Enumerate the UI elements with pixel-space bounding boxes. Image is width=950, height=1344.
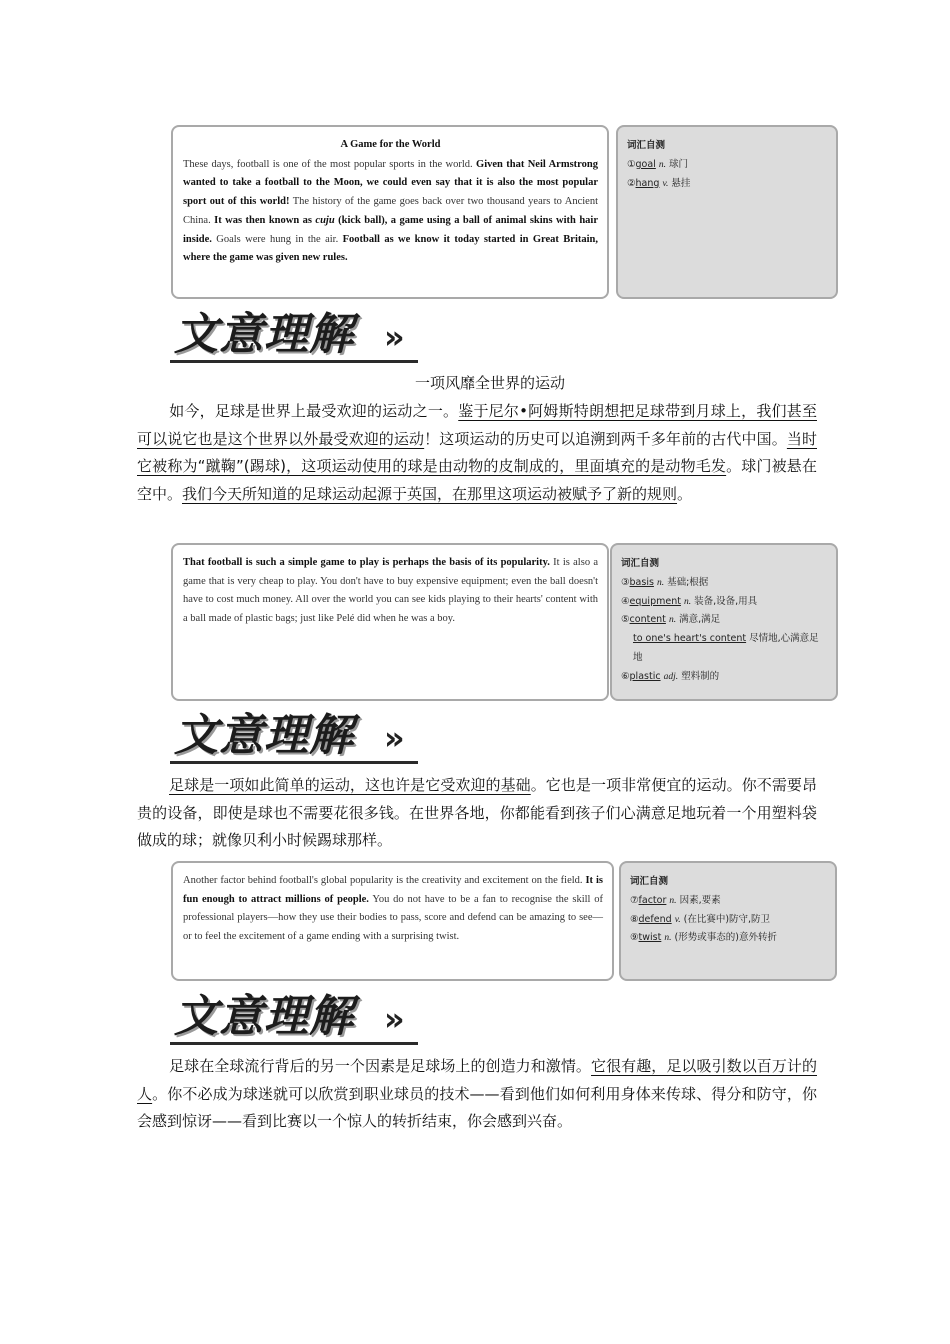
vocab-item: ④equipment n. 装备,设备,用具 [621, 595, 758, 607]
passage-bold-text: Football as we know it today started in Great Britain, where the game was given new rules. [183, 233, 598, 264]
passage-box-1 [171, 125, 609, 299]
vocab-box-2 [610, 543, 838, 701]
vocab-item: to one's heart's content 尽情地,心满意足地 [633, 633, 819, 663]
passage-box-2 [171, 543, 609, 701]
vocab-item: ③basis n. 基础;根据 [621, 576, 709, 588]
translation-title: 一项风靡全世界的运动 [414, 374, 565, 392]
underlined-sentence: 它很有趣，足以吸引数以百万计的人 [137, 1057, 817, 1103]
translation-paragraph: 如今，足球是世界上最受欢迎的运动之一。鉴于尼尔•阿姆斯特朗想把足球带到月球上，我们甚至可以说它也是这个世界以外最受欢迎的运动！这项运动的历史可以追溯到两千多年前的古代中国。当时它被称为“蹴鞠”(踢球)，这项运动使用的球是由动物的皮制成的，里面填充的是动物毛发。球门被悬在空中。我们今天所知道的足球运动起源于英国，在那里这项运动被赋予了新的规则。 [137, 402, 817, 503]
underlined-sentence: 鉴于尼尔•阿姆斯特朗想把足球带到月球上，我们甚至可以说它也是这个世界以外最受欢迎的运动 [137, 402, 817, 448]
vocab-item: ①goal n. 球门 [627, 158, 689, 170]
banner-title: 文意理解 [174, 309, 354, 360]
vocab-title: 词汇自测 [627, 140, 666, 151]
banner-title: 文意理解 [174, 991, 354, 1042]
passage-bold-text: That football is such a simple game to play is perhaps the basis of its popularity. [183, 557, 550, 568]
vocab-title: 词汇自测 [621, 558, 660, 569]
banner-underline [170, 360, 418, 363]
section-banner [170, 990, 420, 1048]
vocab-title: 词汇自测 [630, 876, 669, 887]
section-banner [170, 308, 420, 366]
vocab-item: ⑤content n. 满意,满足 [621, 614, 721, 626]
banner-underline [170, 761, 418, 764]
passage-title: A Game for the World [340, 139, 441, 150]
banner-underline [170, 1042, 418, 1045]
section-banner [170, 709, 420, 767]
vocab-item: ⑥plastic adj. 塑料制的 [621, 670, 720, 682]
vocab-item: ⑦factor n. 因素,要素 [630, 894, 721, 906]
passage-bold-text: Given that Neil Armstrong wanted to take a football to the Moon, we could even say that it is also the most popular sport out of this world! [183, 158, 598, 208]
vocab-item: ②hang v. 悬挂 [627, 177, 691, 189]
vocab-box-3 [619, 861, 837, 981]
passage-text: You do not have to be a fan to recognise the skill of professional players—how they use their bodies to pass, score and defend can be amazing to see—or to feel the excitement of a game ending with a surprising twist. [183, 893, 604, 943]
vocab-item: ⑨twist n. (形势或事态的)意外转折 [630, 932, 777, 944]
double-chevron-icon: » [384, 1000, 405, 1038]
underlined-sentence: 我们今天所知道的足球运动起源于英国，在那里这项运动被赋予了新的规则 [182, 484, 678, 503]
underlined-sentence: 当时它被称为“蹴鞠”(踢球)，这项运动使用的球是由动物的皮制成的，里面填充的是动物毛发 [137, 429, 817, 475]
double-chevron-icon: » [384, 719, 405, 757]
passage-bold-text: It is fun enough to attract millions of people. [183, 875, 603, 905]
passage-text: The history of the game goes back over two thousand years to Ancient China. [183, 196, 598, 226]
banner-title: 文意理解 [174, 710, 354, 761]
translation-paragraph: 足球是一项如此简单的运动，这也许是它受欢迎的基础。它也是一项非常便宜的运动。你不需要昂贵的设备，即使是球也不需要花很多钱。在世界各地，你都能看到孩子们心满意足地玩着一个用塑料袋做成的球；就像贝利小时候踢球那样。 [137, 776, 817, 849]
vocab-box-1 [616, 125, 838, 299]
passage-text: Another factor behind football's global popularity is the creativity and excitement on the field. [183, 875, 586, 886]
passage-text: These days, football is one of the most popular sports in the world. [183, 158, 477, 170]
translation-paragraph: 足球在全球流行背后的另一个因素是足球场上的创造力和激情。它很有趣，足以吸引数以百万计的人。你不必成为球迷就可以欣赏到职业球员的技术——看到他们如何利用身体来传球、得分和防守，你会感到惊讶——看到比赛以一个惊人的转折结束，你会感到兴奋。 [137, 1057, 817, 1130]
underlined-sentence: 足球是一项如此简单的运动，这也许是它受欢迎的基础 [169, 776, 531, 794]
double-chevron-icon: » [384, 318, 405, 356]
passage-bold-text: It was then known as cuju (kick ball), a game using a ball of animal skins with hair inside. [183, 214, 598, 245]
passage-text: Goals were hung in the air. [211, 233, 343, 245]
vocab-item: ⑧defend v. (在比赛中)防守,防卫 [630, 913, 771, 925]
passage-text: It is also a game that is very cheap to play. You don't have to buy expensive equipment; even the ball doesn't have to cost much money. All over the world you can see kids playing to their hearts' content with a ball made of plastic bags; just like Pelé did when he was a boy. [183, 557, 599, 625]
passage-box-3 [171, 861, 614, 981]
